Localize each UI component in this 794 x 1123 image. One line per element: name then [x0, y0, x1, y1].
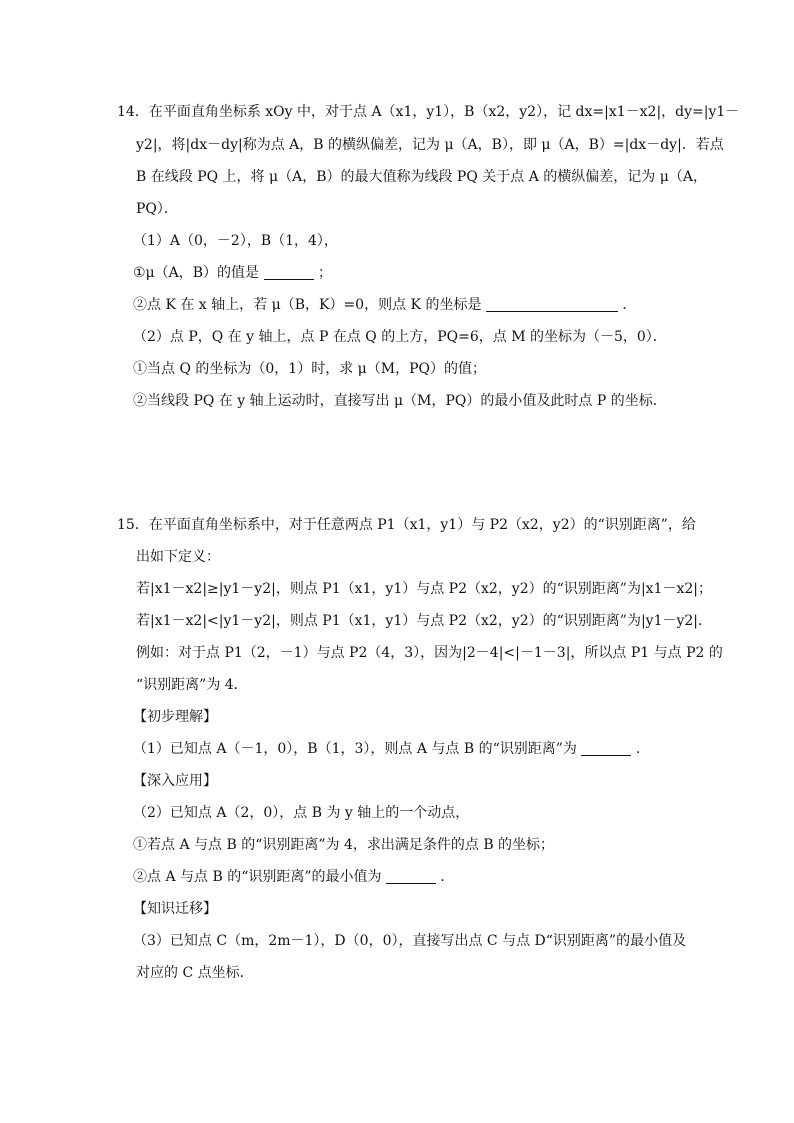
q14-line-2: y2|，将|dx－dy|称为点 A，B 的横纵偏差，记为 μ（A，B），即 μ（A，B）=|dx－dy|．若点 [136, 137, 724, 153]
q14-part-1-b-text: ②点 K 在 x 轴上，若 μ（B，K）=0，则点 K 的坐标是 [133, 297, 482, 313]
q14-part-1-a [133, 264, 332, 282]
q15-rule-1: 若|x1－x2|≥|y1－y2|，则点 P1（x1，y1）与点 P2（x2，y2）的“识别距离”为|x1－x2|； [136, 581, 712, 597]
q14-line-1: 14．在平面直角坐标系 xOy 中，对于点 A（x1，y1），B（x2，y2），记 dx=|x1－x2|，dy=|y1－ [117, 104, 740, 120]
answer-blank[interactable] [581, 741, 631, 756]
q15-part-2-a: ①若点 A 与点 B 的“识别距离”为 4，求出满足条件的点 B 的坐标； [133, 837, 555, 853]
q14-part-1-b-end: ． [622, 297, 637, 313]
q14-line-4: PQ）． [136, 201, 178, 217]
answer-blank[interactable] [386, 869, 436, 884]
q15-example: 例如：对于点 P1（2，－1）与点 P2（4，3），因为|2－4|<|－1－3|，所以点 P1 与点 P2 的 [136, 645, 723, 661]
q14-part-1-a-end: ； [317, 265, 332, 281]
q15-part-2-b-end: ． [440, 869, 455, 885]
q15-part-1 [133, 740, 650, 758]
section-heading-2: 【深入应用】 [133, 773, 217, 789]
q15-line-2: 出如下定义： [136, 549, 220, 565]
q14-part-1-b [133, 296, 636, 314]
q15-part-3: （3）已知点 C（m，2m－1），D（0，0），直接写出点 C 与点 D“识别距离”的最小值及 [133, 933, 687, 949]
q15-part-2-b [133, 868, 454, 886]
section-heading-1: 【初步理解】 [133, 709, 217, 725]
q15-example-cont: “识别距离”为 4． [136, 677, 248, 693]
answer-blank[interactable] [264, 265, 314, 280]
q15-part-2: （2）已知点 A（2，0），点 B 为 y 轴上的一个动点， [133, 805, 470, 821]
q15-part-3-cont: 对应的 C 点坐标． [136, 965, 254, 981]
answer-blank[interactable] [486, 297, 618, 312]
q14-part-1: （1）A（0，－2），B（1，4）， [133, 233, 338, 249]
q14-part-2: （2）点 P，Q 在 y 轴上，点 P 在点 Q 的上方，PQ=6，点 M 的坐标为（－5，0）． [133, 329, 667, 345]
q15-rule-2: 若|x1－x2|<|y1－y2|，则点 P1（x1，y1）与点 P2（x2，y2）的“识别距离”为|y1－y2|． [136, 613, 713, 629]
q15-part-2-b-text: ②点 A 与点 B 的“识别距离”的最小值为 [133, 869, 382, 885]
q14-line-3: B 在线段 PQ 上，将 μ（A，B）的最大值称为线段 PQ 关于点 A 的横纵偏差，记为 μ（A， [136, 169, 707, 185]
q14-part-2-b: ②当线段 PQ 在 y 轴上运动时，直接写出 μ（M，PQ）的最小值及此时点 P 的坐标． [133, 393, 667, 409]
q14-part-1-a-text: ①μ（A，B）的值是 [133, 265, 260, 281]
q15-line-1: 15．在平面直角坐标系中，对于任意两点 P1（x1，y1）与 P2（x2，y2）的“识别距离”，给 [117, 517, 696, 533]
q15-part-1-text: （1）已知点 A（－1，0），B（1，3），则点 A 与点 B 的“识别距离”为 [133, 741, 577, 757]
q15-part-1-end: ． [635, 741, 650, 757]
section-heading-3: 【知识迁移】 [133, 901, 217, 917]
q14-part-2-a: ①当点 Q 的坐标为（0，1）时，求 μ（M，PQ）的值； [133, 361, 486, 377]
